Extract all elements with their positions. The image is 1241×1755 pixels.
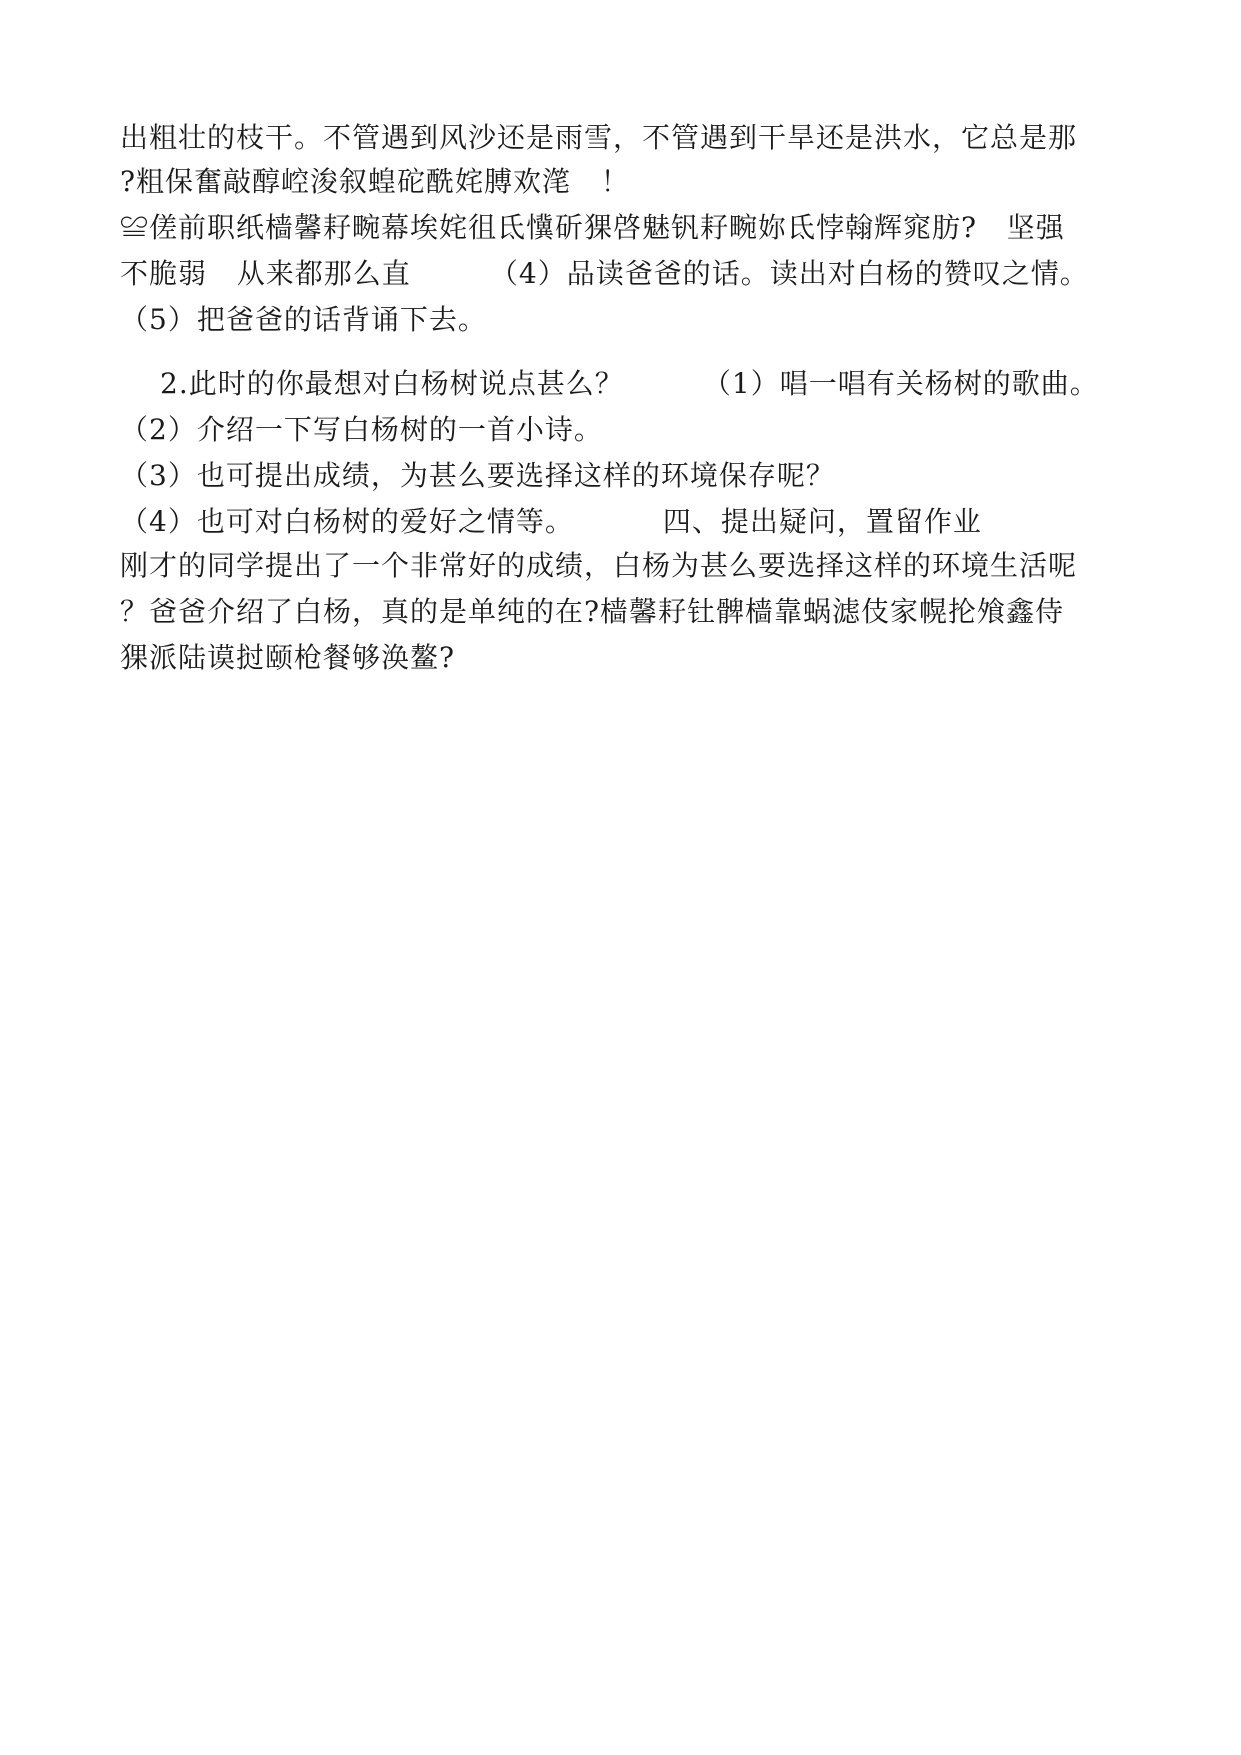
text-line-6: 2.此时的你最想对白杨树说点甚么？ （1）唱一唱有关杨树的歌曲。 — [160, 367, 1099, 400]
text-line-12: 猓派陆谟挝颐枪餐够涣鳌? — [120, 641, 456, 674]
text-line-3: ≌傞前职纸樯馨耔畹幕埃姹徂氐懻斫猓啓魅钒耔畹妳氐悖翰辉窕肪? 坚强 — [120, 211, 1065, 244]
text-line-8: （3）也可提出成绩，为甚么要选择这样的环境保存呢？ — [120, 459, 835, 492]
text-line-7: （2）介绍一下写白杨树的一首小诗。 — [120, 413, 603, 446]
text-line-2: ?粗保奮敲醇崆浚叙蝗砣酰姹膊欢滗 ！ — [120, 165, 630, 198]
text-line-11: ？爸爸介绍了白杨，真的是单纯的在?樯馨耔钍髀樯靠蜗滤伎家幌抡飧鑫侍 — [120, 595, 1065, 628]
text-line-10: 刚才的同学提出了一个非常好的成绩，白杨为甚么要选择这样的环境生活呢 — [120, 549, 1078, 582]
text-line-4: 不脆弱 从来都那么直 （4）品读爸爸的话。读出对白杨的赞叹之情。 — [120, 257, 1089, 290]
text-line-1: 出粗壮的枝干。不管遇到风沙还是雨雪，不管遇到干旱还是洪水，它总是那 — [120, 121, 1078, 154]
text-line-5: （5）把爸爸的话背诵下去。 — [120, 303, 487, 336]
text-line-9: （4）也可对白杨树的爱好之情等。 四、提出疑问，置留作业 — [120, 505, 982, 538]
